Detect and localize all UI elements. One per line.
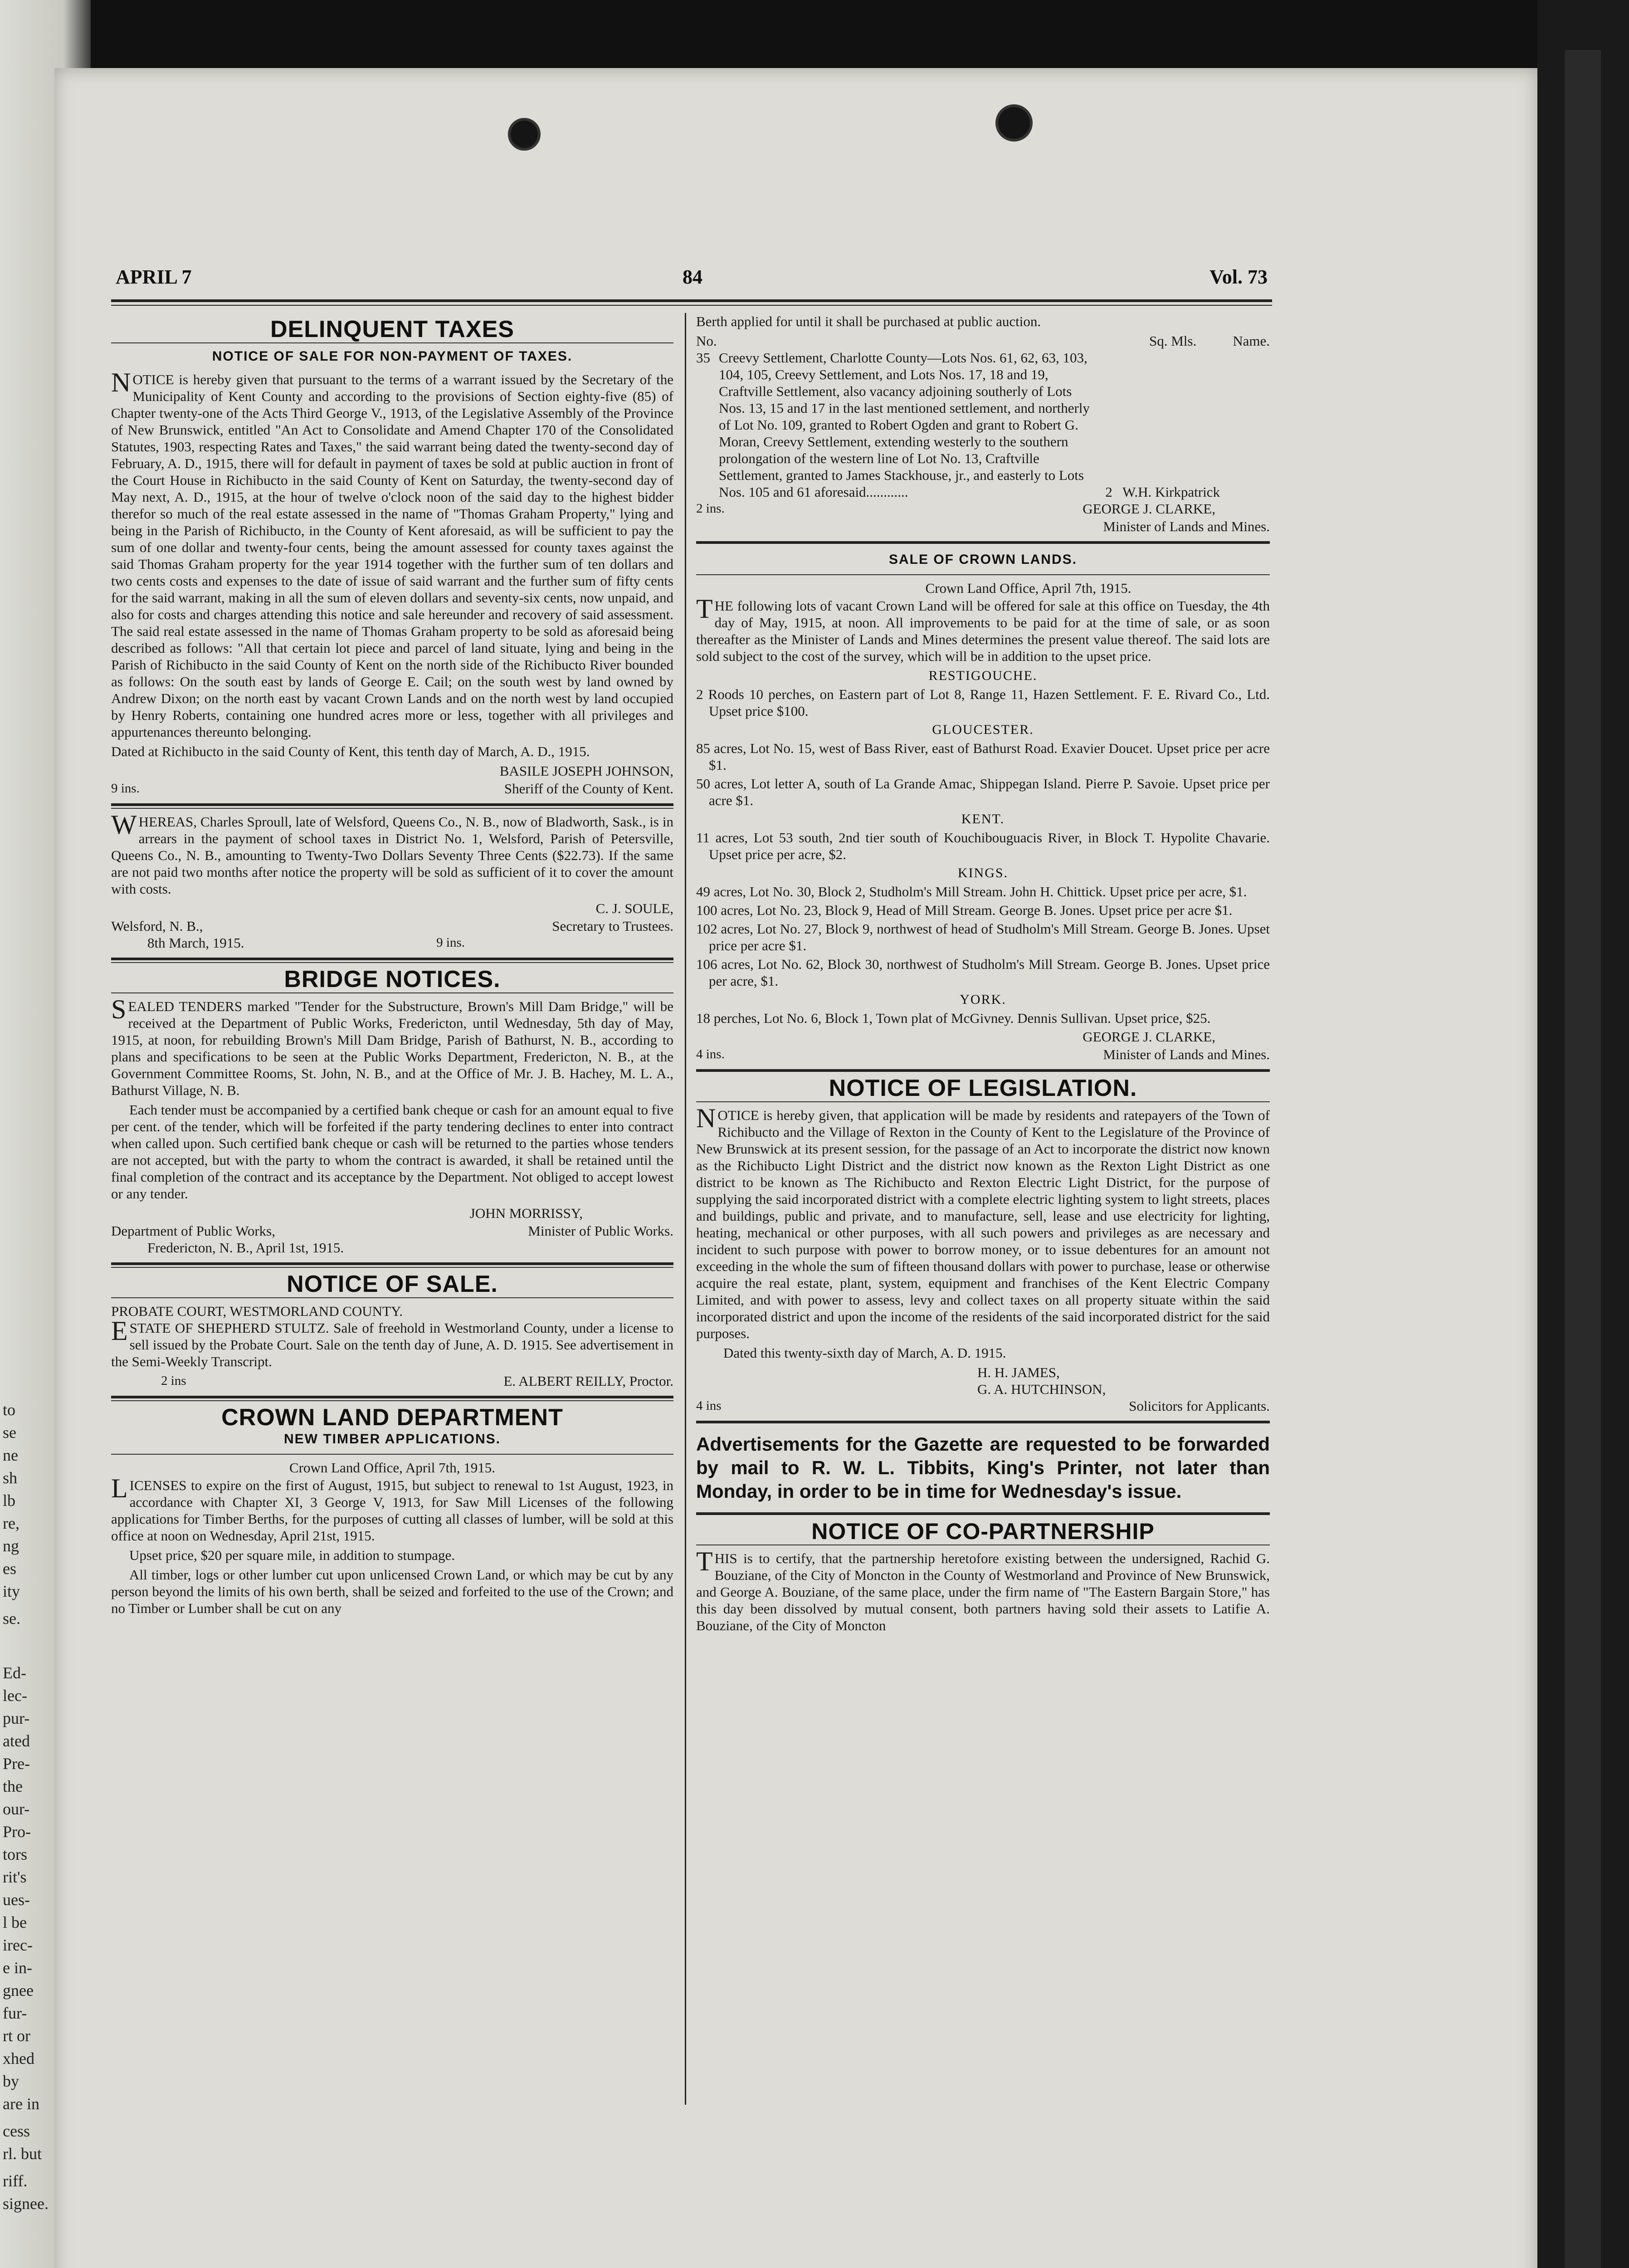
margin-fragment: by (3, 2072, 19, 2090)
berth-entry (696, 349, 1270, 500)
proctor-name: E. ALBERT REILLY, Proctor. (503, 1373, 673, 1389)
divider (111, 808, 673, 809)
body-text: ICENSES to expire on the first of August, 1915, but subject to renewal to 1st August, 1923, in accordance with Chapter XI, 3 George V, 1913, for Saw Mill Licenses of the following applications for Timber Berths, for the purposes of cutting all classes of lumber, will be sold at this office at noon on Wednesday, April 21st, 1915. (111, 1477, 673, 1544)
divider (696, 541, 1270, 544)
berth-table-header (696, 332, 1270, 349)
margin-fragment: ne (3, 1446, 18, 1464)
minister-title: Minister of Public Works. (528, 1223, 673, 1239)
trustee-row (111, 918, 673, 934)
crown-land-body (111, 1473, 673, 1544)
margin-fragment: our- (3, 1800, 30, 1818)
delinquent-taxes-title: DELINQUENT TAXES (270, 316, 514, 342)
margin-fragment: sh (3, 1469, 18, 1487)
bridge-notices-title: BRIDGE NOTICES. (284, 966, 501, 992)
solicitor-title: Solicitors for Applicants. (1129, 1398, 1270, 1414)
region-heading: KENT. (961, 811, 1005, 826)
divider (696, 574, 1270, 575)
divider (111, 1267, 673, 1268)
timber-applications-subtitle: NEW TIMBER APPLICATIONS. (284, 1432, 501, 1447)
right-column (696, 313, 1270, 1637)
insertions-count: 2 ins. (696, 501, 725, 516)
body-text: EALED TENDERS marked "Tender for the Substructure, Brown's Mill Dam Bridge," will be received at the Department of Public Works, Fredericton, until Wednesday, 5th day of May, 1915, at noon, for rebuilding Brown's Mill Dam Bridge, Parish of Bathurst, N. B., according to plans and specifications to be seen at the Public Works Department, Fredericton, N. B., at the Government Committee Rooms, St. John, N. B., and at the Office of Mr. J. B. Hachey, M. L. A., Bathurst Village, N. B. (111, 998, 673, 1098)
margin-fragment: Pre- (3, 1755, 30, 1773)
place-date: Fredericton, N. B., April 1st, 1915. (147, 1240, 344, 1256)
divider (111, 992, 673, 993)
entry-no: 35 (696, 350, 710, 366)
divider (111, 1396, 673, 1398)
margin-fragment: e in- (3, 1959, 32, 1977)
margin-fragment: tors (3, 1845, 27, 1863)
margin-fragment: signee. (3, 2195, 49, 2213)
margin-fragment: se (3, 1423, 16, 1442)
page-header (116, 265, 1268, 293)
trustee-title: Secretary to Trustees. (552, 918, 673, 934)
margin-fragment: gnee (3, 1981, 34, 1999)
header-volume: Vol. 73 (1210, 266, 1268, 288)
notice-legislation-title: NOTICE OF LEGISLATION. (829, 1075, 1137, 1101)
insertions-count: 2 ins (161, 1374, 186, 1388)
divider (111, 1262, 673, 1265)
col-no: No. (696, 333, 717, 349)
divider (111, 958, 673, 960)
dropcap: N (696, 1103, 716, 1133)
margin-fragment: es (3, 1559, 16, 1578)
right-binding-strip (1537, 0, 1629, 2268)
entry-name: W.H. Kirkpatrick (1122, 484, 1220, 500)
probate-court: PROBATE COURT, WESTMORLAND COUNTY. (111, 1303, 403, 1319)
punch-hole (508, 118, 541, 151)
margin-fragment: ng (3, 1537, 19, 1555)
entry-sqmls: 2 (1105, 484, 1112, 500)
minister-row (111, 1222, 673, 1239)
margin-fragment: rit's (3, 1868, 27, 1886)
delinquent-taxes-dated: Dated at Richibucto in the said County of Kent, this tenth day of March, A. D., 1915. (111, 743, 590, 759)
margin-fragment: fur- (3, 2004, 27, 2022)
lot-entry: 106 acres, Lot No. 62, Block 30, northwest of Studholm's Mill Stream. George B. Jones. Upset price per acre, $1. (696, 956, 1270, 989)
header-page-number: 84 (683, 266, 702, 288)
divider (111, 962, 673, 963)
dropcap: L (111, 1473, 128, 1503)
dropcap: N (111, 367, 131, 397)
region-heading: RESTIGOUCHE. (928, 668, 1038, 683)
body-text: HE following lots of vacant Crown Land will be offered for sale at this office on Tuesday, the 4th day of May, 1915, at noon. All improvements to be paid for at the time of sale, or as soon thereafter as the Minister of Lands and Mines determines the present value thereof. The said lots are sold subject to the cost of the survey, which will be in addition to the upset price. (696, 598, 1270, 664)
margin-fragment: ity (3, 1582, 20, 1600)
sheriff-name: BASILE JOSEPH JOHNSON, (499, 763, 673, 779)
dropcap: W (111, 810, 137, 840)
legislation-dated: Dated this twenty-sixth day of March, A. D. 1915. (723, 1345, 1006, 1361)
left-column (111, 313, 673, 1619)
office-date: Crown Land Office, April 7th, 1915. (289, 1460, 496, 1476)
margin-fragment: riff. (3, 2172, 28, 2190)
margin-fragment: Ed- (3, 1664, 26, 1682)
lot-entry: 50 acres, Lot letter A, south of La Grande Amac, Shippegan Island. Pierre P. Savoie. Upset price per acre $1. (696, 776, 1270, 808)
divider (696, 1421, 1270, 1423)
dropcap: E (111, 1316, 128, 1346)
col-sqmls: Sq. Mls. (1149, 333, 1197, 349)
divider (111, 1454, 673, 1455)
divider (111, 1400, 673, 1401)
region-heading: YORK. (960, 992, 1006, 1007)
gazette-advertisement-notice: Advertisements for the Gazette are requested to be forwarded by mail to R. W. L. Tibbits, King's Printer, not later than Monday, in order to be in time for Wednesday's issue. (696, 1433, 1270, 1502)
copartnership-title: NOTICE OF CO-PARTNERSHIP (811, 1519, 1155, 1544)
margin-fragment: pur- (3, 1709, 30, 1727)
crown-land-department-title: CROWN LAND DEPARTMENT (221, 1404, 563, 1431)
margin-fragment: re, (3, 1514, 20, 1532)
date-row (147, 934, 465, 951)
divider (696, 1512, 1270, 1515)
body-text: STATE OF SHEPHERD STULTZ. Sale of freehold in Westmorland County, under a license to sell issued by the Probate Court. Sale on the tenth day of June, A. D. 1915. See advertisement in the Semi-Weekly Transcript. (111, 1320, 673, 1369)
department: Department of Public Works, (111, 1223, 275, 1239)
sheriff-row (111, 780, 673, 797)
sale-crown-lands-title: SALE OF CROWN LANDS. (889, 552, 1077, 567)
header-rule-thin (111, 305, 1272, 306)
dropcap: T (696, 594, 713, 624)
solicitor-1: H. H. JAMES, (977, 1364, 1060, 1380)
body-text: OTICE is hereby given, that application will be made by residents and ratepayers of the Town of Richibucto and the Village of Rexton in the County of Kent to the Legislature of the Province of New Brunswick at its present session, for the passage of an Act to incorporate the district now known as the Richibucto Light District and the district now known as the Rexton Light District as one district to be known as The Richibucto and Rexton Electric Light District, for the purpose of supplying the said incorporated district with a complete electric lighting system to light streets, places and buildings, public and private, and to manufacture, sell, lease and use electricity for lighting, heating, mechanical or other purposes, with all such powers and privileges as are necessary and incident to such purpose with power to borrow money, or to issue debentures for an amount not exceeding in the whole the sum of fifteen thousand dollars with power to purchase, lease or otherwise acquire the real estate, plant, system, equipment and franchises of the Kent Electric Company Limited, and with power to assess, levy and collect taxes on all property situate within the said incorporated district and upon the income of the residents of the said incorporated district for the said purposes. (696, 1107, 1270, 1341)
solicitor-2: G. A. HUTCHINSON, (977, 1381, 1106, 1397)
binding-bar (1565, 50, 1601, 2268)
delinquent-taxes-subtitle: NOTICE OF SALE FOR NON-PAYMENT OF TAXES. (212, 349, 573, 364)
sale-crown-lands-body (696, 594, 1270, 665)
minister-name: JOHN MORRISSY, (469, 1205, 583, 1221)
margin-fragment: to (3, 1401, 16, 1419)
berth-intro: Berth applied for until it shall be purchased at public auction. (696, 313, 1041, 329)
margin-fragment: the (3, 1777, 23, 1795)
divider (111, 803, 673, 806)
margin-fragment: l be (3, 1913, 27, 1931)
body-text: OTICE is hereby given that pursuant to the terms of a warrant issued by the Secretary of the Municipality of Kent County and according to the provisions of Section eighty-five (85) of Chapter twenty-one of the Acts Third George V., 1913, of the Legislative Assembly of the Province of New Brunswick, entitled "An Act to Consolidate and Amend Chapter 170 of the Consolidated Statutes, 1903, respecting Rates and Taxes," the said warrant being dated the twenty-second day of February, A. D., 1915, there will for default in payment of taxes be sold at public auction in front of the Court House in Richibucto in the said County of Kent on Saturday, the twenty-second day of May next, A. D., 1915, at the hour of twelve o'clock noon of the said day to the highest bidder therefor so much of the real estate assessed in the name of "Thomas Graham Property," lying and being in the Parish of Richibucto, in the County of Kent aforesaid, as will be sufficient to pay the sum of one dollar and twenty-four cents, being the amount assessed for county taxes against the said Thomas Graham property for the year 1914 together with the further sum of ten dollars and two cents costs and expenses to the date of issue of said warrant and the further sum of fifty cents for the said warrant, making in all the sum of eleven dollars and seventy-six cents, now unpaid, and also for costs and charges attending this notice and sale hereunder and recovery of said assessment. The said real estate assessed in the name of Thomas Graham property to be sold as aforesaid being described as follows: "All that certain lot piece and parcel of land situate, lying and being in the Parish of Richibucto in the said County of Kent on the north side of the Richibucto River bounded as follows: On the south east by lands of George E. Cail; on the south west by land owned by Andrew Dixon; on the north east by vacant Crown Lands and on the north west by land occupied by Henry Roberts, containing one hundred acres more or less, together with all privileges and appurtenances thereunto belonging. (111, 371, 673, 740)
margin-fragment: irec- (3, 1936, 33, 1954)
margin-fragment: lb (3, 1491, 16, 1510)
solicitor-row (696, 1398, 1270, 1414)
copartnership-body (696, 1546, 1270, 1634)
margin-fragment: ues- (3, 1891, 30, 1909)
entry-text: Creevy Settlement, Charlotte County—Lots Nos. 61, 62, 63, 103, 104, 105, Creevy Settlement, and Lots Nos. 17, 18 and 19, Craftville Settlement, also vacancy adjoining southerly of Lots Nos. 13, 15 and 17 in the last mentioned settlement, and northerly of Lot No. 109, granted to Robert Ogden and grant to Robert G. Moran, Creevy Settlement, extending westerly to the southern prolongation of the western line of Lot No. 13, Craftville Settlement, granted to James Stackhouse, jr., and easterly to Lots Nos. 105 and 61 aforesaid............ (719, 350, 1090, 500)
margin-fragment: lec- (3, 1686, 27, 1705)
clarke-title: Minister of Lands and Mines. (1103, 518, 1270, 534)
column-divider (685, 313, 686, 2105)
proctor-row (111, 1373, 673, 1389)
clarke-name: GEORGE J. CLARKE, (1083, 501, 1215, 517)
whereas-body (111, 810, 673, 897)
header-date: APRIL 7 (116, 266, 192, 288)
lot-entry: 49 acres, Lot No. 30, Block 2, Studholm's Mill Stream. John H. Chittick. Upset price per acre, $1. (696, 884, 1247, 899)
insertions-count: 9 ins. (111, 781, 140, 796)
clarke-title: Minister of Lands and Mines. (1103, 1046, 1270, 1062)
dropcap: S (111, 994, 127, 1024)
notice-legislation-body (696, 1103, 1270, 1342)
divider (696, 1069, 1270, 1072)
punch-hole (995, 104, 1033, 142)
bridge-notices-body2: Each tender must be accompanied by a certified bank cheque or cash for an amount equal to five per cent. of the tender, which will be forfeited if the party tendering declines to enter into contract when called upon. Such certified bank cheque or cash will be returned to the parties whose tenders are not accepted, but with the party to whom the contract is awarded, it shall be retained until the final completion of the contract and its acceptance by the Department. Not obliged to accept lowest or any tender. (111, 1102, 673, 1202)
dropcap: T (696, 1546, 713, 1576)
bridge-notices-body (111, 994, 673, 1099)
insertions-count: 4 ins. (696, 1047, 725, 1061)
header-rule (111, 299, 1272, 302)
trustee-name: C. J. SOULE, (595, 900, 673, 916)
notice-of-sale-title: NOTICE OF SALE. (287, 1271, 498, 1297)
lot-entry: 18 perches, Lot No. 6, Block 1, Town plat of McGivney. Dennis Sullivan. Upset price, $25. (696, 1010, 1211, 1026)
divider (696, 1101, 1270, 1102)
delinquent-taxes-body (111, 367, 673, 740)
lot-entry: 2 Roods 10 perches, on Eastern part of Lot 8, Range 11, Hazen Settlement. F. E. Rivard Co., Ltd. Upset price $100. (696, 686, 1270, 719)
margin-fragment: se. (3, 1609, 20, 1628)
margin-fragment: are in (3, 2095, 39, 2113)
date: 8th March, 1915. (147, 935, 244, 951)
notice-of-sale-body (111, 1316, 673, 1370)
sheriff-title: Sheriff of the County of Kent. (504, 781, 673, 797)
margin-fragment: rt or (3, 2027, 30, 2045)
clarke-row (696, 1046, 1270, 1063)
lot-entry: 100 acres, Lot No. 23, Block 9, Head of Mill Stream. George B. Jones. Upset price per acre $1. (696, 902, 1233, 918)
margin-fragment: ated (3, 1732, 30, 1750)
body-text: HIS is to certify, that the partnership heretofore existing between the undersigned, Rachid G. Bouziane, of the City of Moncton in the County of Westmorland and Province of New Brunswick, and George A. Bouziane, of the same place, under the firm name of "The Eastern Bargain Store," has this day been dissolved by mutual consent, both partners having sold their assets to Latifie A. Bouziane, of the City of Moncton (696, 1550, 1270, 1633)
clarke-row (696, 500, 1270, 517)
upset-price: Upset price, $20 per square mile, in addition to stumpage. (129, 1547, 455, 1563)
insertions-count: 4 ins (696, 1398, 722, 1413)
insertions-count: 9 ins. (436, 935, 465, 950)
margin-fragment: cess (3, 2122, 30, 2140)
timber-rules: All timber, logs or other lumber cut upon unlicensed Crown Land, or which may be cut by any person beyond the limits of his own berth, shall be seized and forfeited to the use of the Crown; and no Timber or Lumber shall be cut on any (111, 1567, 673, 1616)
place: Welsford, N. B., (111, 918, 203, 934)
body-text: HEREAS, Charles Sproull, late of Welsford, Queens Co., N. B., now of Bladworth, Sask., is in arrears in the payment of school taxes in District No. 1, Welsford, Parish of Petersville, Queens Co., N. B., amounting to Twenty-Two Dollars Seventy Three Cents ($22.73). If the same are not paid two months after notice the property will be sold as sufficient of it to cover the amount with costs. (111, 814, 673, 897)
lot-entry: 85 acres, Lot No. 15, west of Bass River, east of Bathurst Road. Exavier Doucet. Upset price per acre $1. (696, 740, 1270, 773)
lot-entry: 102 acres, Lot No. 27, Block 9, northwest of head of Studholm's Mill Stream. George B. Jones. Upset price per acre $1. (696, 921, 1270, 953)
clarke-name: GEORGE J. CLARKE, (1083, 1029, 1215, 1045)
lot-entry: 11 acres, Lot 53 south, 2nd tier south of Kouchibouguacis River, in Block T. Hypolite Chavarie. Upset price per acre, $2. (696, 830, 1270, 862)
margin-fragment: Pro- (3, 1823, 31, 1841)
region-heading: GLOUCESTER. (932, 722, 1034, 737)
divider (111, 342, 673, 343)
col-name: Name. (1233, 333, 1270, 349)
office-date: Crown Land Office, April 7th, 1915. (925, 580, 1132, 596)
region-heading: KINGS. (957, 865, 1009, 880)
divider (111, 1297, 673, 1298)
margin-fragment: xhed (3, 2049, 34, 2068)
margin-fragment: rl. but (3, 2145, 42, 2163)
